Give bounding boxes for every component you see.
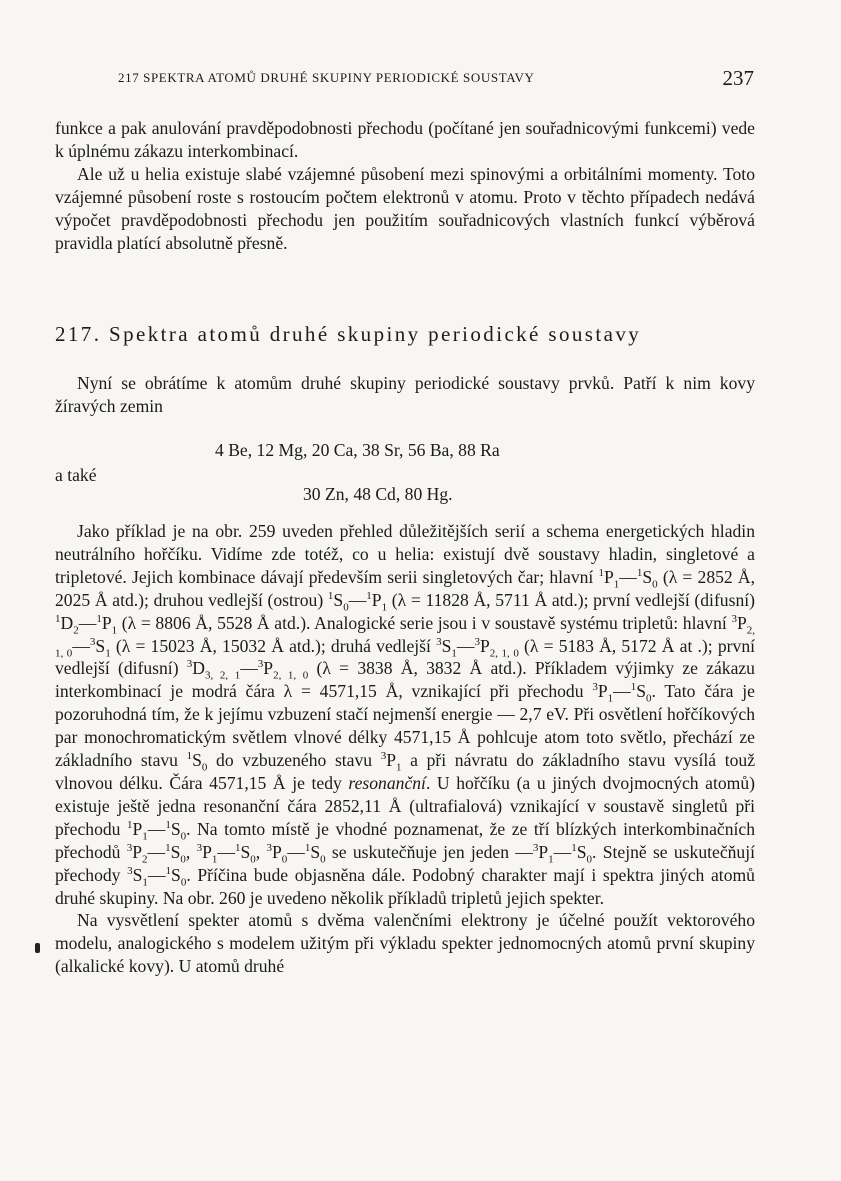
section-lead (55, 372, 755, 418)
margin-mark (35, 943, 40, 953)
main-body (55, 520, 755, 978)
lead-paragraph: Nyní se obrátíme k atomům druhé skupiny periodické soustavy prvků. Patří k nim kovy žíravých zemin (55, 373, 755, 416)
vector-model-paragraph: Na vysvětlení spekter atomů s dvěma valenčními elektrony je účelné použít vektorového modelu, analogického s modelem užitým při výkladu spekter jednomocných atomů první skupiny (alkalické kovy). U atomů druhé (55, 910, 755, 977)
elements-zinc-group: 30 Zn, 48 Cd, 80 Hg. (303, 484, 453, 504)
elements-alkaline-earth: 4 Be, 12 Mg, 20 Ca, 38 Sr, 56 Ba, 88 Ra (215, 440, 500, 460)
page-number: 237 (722, 66, 754, 90)
also-label: a také (55, 465, 97, 485)
section-heading: 217. Spektra atomů druhé skupiny periodické soustavy (55, 322, 642, 346)
resonance-term: resonanční (348, 772, 426, 793)
magnesium-paragraph: Jako příklad je na obr. 259 uveden přehled důležitějších serií a schema energetických hladin neutrálního hořčíku. Vidíme zde totéž, co u helia: existují dvě soustavy hladin, singletové a tripletové. Jejich kombinace dávají především serii singletových čar; hlavní $^1P_1—^1S_0$ (λ = 2852 Å, 2025 Å atd.); druhou vedlejší (ostrou) $^1S_0—^1P_1$ (λ = 11828 Å, 5711 Å atd.); první vedlejší (difusní) $^1D_2—^1P_1$ (λ = 8806 Å, 5528 Å atd.). Analogické serie jsou i v soustavě systému tripletů: hlavní $^3P_{2, 1, 0}—^3S_1$ (λ = 15023 Å, 15032 Å atd.); druhá vedlejší $^3S_1—^3P_{2, 1, 0}$ (λ = 5183 Å, 5172 Å at .); první vedlejší (difusní) $^3D_{3, 2, 1}—^3P_{2, 1, 0}$ (λ = 3838 Å, 3832 Å atd.). Příkladem výjimky ze zákazu interkombinací je modrá čára λ = 4571,15 Å, vznikající při přechodu $^3P_1—^1S_0$. Tato čára je pozoruhodná tím, že k jejímu vzbuzení stačí nejmenší energie — 2,7 eV. Při osvětlení hořčíkových par monochromatickým světlem vlnové délky 4571,15 Å pohlcuje atom toto světlo, přechází ze základního stavu $^1S_0$ do vzbuzeného stavu $^3P_1$ a při návratu do základního stavu vysílá touž vlnovou délku. Čára 4571,15 Å je tedy resonanční. U hořčíku (a u jiných dvojmocných atomů) existuje ještě jedna resonanční čára 2852,11 Å (ultrafialová) vznikající v soustavě singletů při přechodu $^1P_1—^1S_0$. Na tomto místě je vhodné poznamenat, že ze tří blízkých interkombinačních přechodů $^3P_2—^1S_0$, $^3P_1—^1S_0$, $^3P_0—^1S_0$ se uskutečňuje jen jeden $—^3P_1—^1S_0$. Stejně se uskutečňují přechody $^3S_1—^1S_0$. Příčina bude objasněna dále. Podobný charakter mají i spektra jiných atomů druhé skupiny. Na obr. 260 je uvedeno několik příkladů tripletů jejich spekter. (55, 521, 756, 908)
intro-paragraph-2: Ale už u helia existuje slabé vzájemné působení mezi spinovými a orbitálními momenty. Toto vzájemné působení roste s rostoucím počtem elektronů v atomu. Proto v těchto případech nedává výpočet pravděpodobnosti přechodu jen použitím souřadnicových vlastních funkcí výběrová pravidla platící absolutně přesně. (55, 163, 755, 253)
running-head-title: 217 SPEKTRA ATOMŮ DRUHÉ SKUPINY PERIODICKÉ SOUSTAVY (118, 70, 535, 85)
intro-paragraph-1: funkce a pak anulování pravděpodobnosti přechodu (počítané jen souřadnicovými funkcemi) vede k úplnému zákazu interkombinací. (55, 118, 755, 161)
intro-text (55, 117, 755, 254)
